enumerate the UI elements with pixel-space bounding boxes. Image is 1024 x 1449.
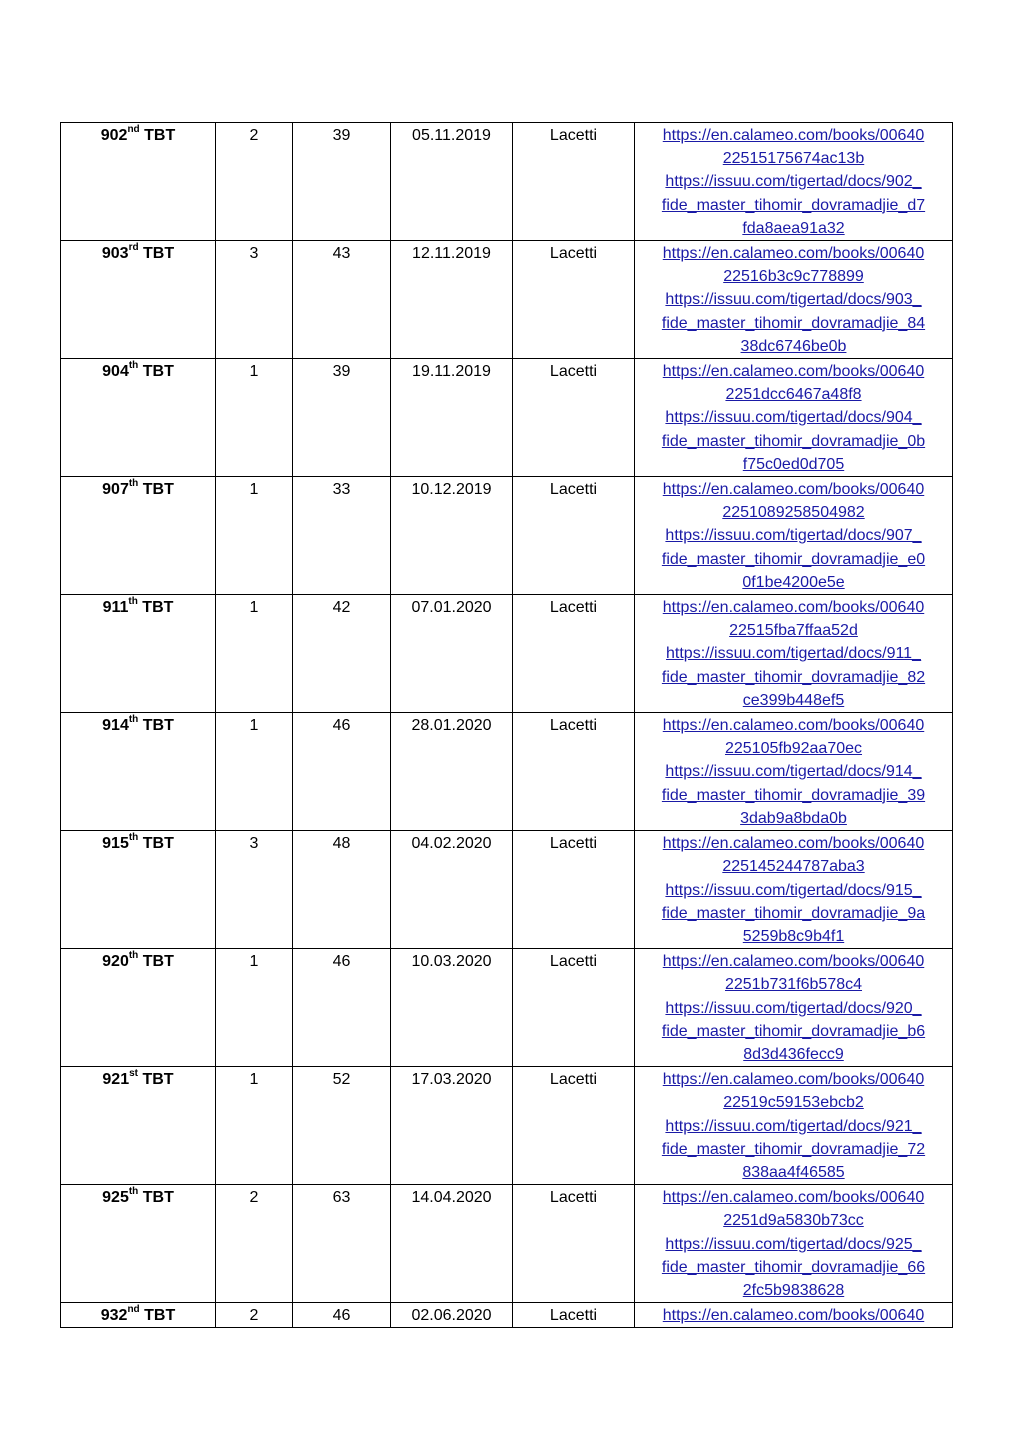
link-line[interactable]: https://en.calameo.com/books/00640 xyxy=(662,835,925,853)
links-cell xyxy=(635,123,953,241)
table-row xyxy=(61,123,953,241)
opening-cell: Lacetti xyxy=(513,1303,635,1328)
tournament-number: 915 xyxy=(102,835,129,853)
links-cell xyxy=(635,1185,953,1303)
date-cell: 02.06.2020 xyxy=(391,1303,513,1328)
ordinal-suffix: th xyxy=(128,949,139,961)
opening-cell: Lacetti xyxy=(513,477,635,595)
date-cell: 17.03.2020 xyxy=(391,1067,513,1185)
link-line[interactable]: fda8aea91a32 xyxy=(742,219,845,237)
link-line[interactable]: https://en.calameo.com/books/00640 xyxy=(662,1189,925,1207)
opening-cell: Lacetti xyxy=(513,1185,635,1303)
ordinal-suffix: th xyxy=(128,1185,139,1197)
tournament-tag: TBT xyxy=(142,1071,174,1089)
links-cell xyxy=(635,359,953,477)
link-line[interactable]: fide_master_tihomir_dovramadjie_84 xyxy=(661,314,926,332)
opening-cell: Lacetti xyxy=(513,949,635,1067)
link-line[interactable]: https://en.calameo.com/books/00640 xyxy=(662,245,925,263)
link-line[interactable]: https://en.calameo.com/books/00640 xyxy=(662,717,925,735)
link-line[interactable]: ce399b448ef5 xyxy=(742,691,845,709)
players-cell: 52 xyxy=(293,1067,391,1185)
date-cell: 19.11.2019 xyxy=(391,359,513,477)
link-line[interactable]: fide_master_tihomir_dovramadjie_39 xyxy=(661,786,926,804)
place-cell: 1 xyxy=(216,595,293,713)
players-cell: 63 xyxy=(293,1185,391,1303)
tournament-number: 904 xyxy=(102,363,129,381)
tournament-tag: TBT xyxy=(142,717,174,735)
tournament-number: 911 xyxy=(102,599,129,617)
players-cell: 46 xyxy=(293,713,391,831)
link-line[interactable]: https://issuu.com/tigertad/docs/921_ xyxy=(665,1117,922,1135)
place-cell: 1 xyxy=(216,713,293,831)
link-line[interactable]: fide_master_tihomir_dovramadjie_66 xyxy=(661,1258,926,1276)
link-line[interactable]: https://en.calameo.com/books/00640 xyxy=(662,599,925,617)
place-cell: 3 xyxy=(216,831,293,949)
date-cell: 10.12.2019 xyxy=(391,477,513,595)
place-cell: 2 xyxy=(216,123,293,241)
table-row xyxy=(61,477,953,595)
opening-cell: Lacetti xyxy=(513,595,635,713)
date-cell: 14.04.2020 xyxy=(391,1185,513,1303)
table-body xyxy=(61,123,953,1328)
ordinal-suffix: th xyxy=(128,595,138,607)
link-line[interactable]: https://en.calameo.com/books/00640 xyxy=(662,1071,925,1089)
table-row xyxy=(61,1067,953,1185)
tournament-cell xyxy=(61,713,216,831)
date-cell: 04.02.2020 xyxy=(391,831,513,949)
table-row xyxy=(61,1303,953,1328)
link-line[interactable]: https://issuu.com/tigertad/docs/903_ xyxy=(665,291,922,309)
tournament-number: 914 xyxy=(102,717,129,735)
tournament-cell xyxy=(61,359,216,477)
link-line[interactable]: https://issuu.com/tigertad/docs/902_ xyxy=(665,173,922,191)
link-line[interactable]: fide_master_tihomir_dovramadjie_e0 xyxy=(661,550,926,568)
players-cell: 48 xyxy=(293,831,391,949)
link-line[interactable]: 2fc5b9838628 xyxy=(742,1281,845,1299)
links-cell xyxy=(635,477,953,595)
link-line[interactable]: fide_master_tihomir_dovramadjie_9a xyxy=(661,904,926,922)
tournament-cell xyxy=(61,1303,216,1328)
link-line[interactable]: 2251dcc6467a48f8 xyxy=(725,386,862,404)
place-cell: 1 xyxy=(216,477,293,595)
date-cell: 07.01.2020 xyxy=(391,595,513,713)
link-line[interactable]: https://en.calameo.com/books/00640 xyxy=(662,127,925,144)
links-cell xyxy=(635,595,953,713)
link-line[interactable]: 22515175674ac13b xyxy=(722,150,865,168)
players-cell: 46 xyxy=(293,1303,391,1328)
place-cell: 1 xyxy=(216,359,293,477)
table-row xyxy=(61,949,953,1067)
players-cell: 33 xyxy=(293,477,391,595)
place-cell: 2 xyxy=(216,1303,293,1328)
links-cell xyxy=(635,713,953,831)
tournament-tag: TBT xyxy=(143,245,175,263)
link-line[interactable]: 0f1be4200e5e xyxy=(742,573,845,591)
link-line[interactable]: https://en.calameo.com/books/00640 xyxy=(662,953,925,971)
table-row xyxy=(61,595,953,713)
opening-cell: Lacetti xyxy=(513,1067,635,1185)
tournament-tag: TBT xyxy=(144,1307,176,1325)
date-cell: 05.11.2019 xyxy=(391,123,513,241)
link-line[interactable]: https://issuu.com/tigertad/docs/904_ xyxy=(665,409,922,427)
link-line[interactable]: https://issuu.com/tigertad/docs/914_ xyxy=(665,763,922,781)
ordinal-suffix: st xyxy=(129,1067,139,1079)
tournament-cell xyxy=(61,595,216,713)
tournament-cell xyxy=(61,1185,216,1303)
link-line[interactable]: 2251b731f6b578c4 xyxy=(724,976,863,994)
opening-cell: Lacetti xyxy=(513,713,635,831)
tournament-tag: TBT xyxy=(142,1189,174,1207)
link-line[interactable]: 22515fba7ffaa52d xyxy=(729,622,858,640)
table-row xyxy=(61,241,953,359)
opening-cell: Lacetti xyxy=(513,241,635,359)
links-cell xyxy=(635,831,953,949)
opening-cell: Lacetti xyxy=(513,831,635,949)
link-line[interactable]: 3dab9a8bda0b xyxy=(740,809,847,827)
link-line[interactable]: https://en.calameo.com/books/00640 xyxy=(662,363,925,381)
links-cell xyxy=(635,949,953,1067)
link-line[interactable]: 22519c59153ebcb2 xyxy=(723,1094,864,1112)
link-line[interactable]: 8d3d436fecc9 xyxy=(743,1045,844,1063)
place-cell: 1 xyxy=(216,1067,293,1185)
link-line[interactable]: https://issuu.com/tigertad/docs/911_ xyxy=(666,645,921,663)
tournament-tag: TBT xyxy=(142,363,174,381)
link-line[interactable]: https://issuu.com/tigertad/docs/925_ xyxy=(665,1235,922,1253)
link-line[interactable]: https://en.calameo.com/books/00640 xyxy=(662,1307,925,1325)
tournament-number: 902 xyxy=(100,127,128,144)
date-cell: 12.11.2019 xyxy=(391,241,513,359)
ordinal-suffix: nd xyxy=(127,123,140,135)
link-line[interactable]: f75c0ed0d705 xyxy=(742,455,845,473)
tournament-number: 920 xyxy=(102,953,129,971)
tournament-tag: TBT xyxy=(142,599,174,617)
link-line[interactable]: 225145244787aba3 xyxy=(722,858,865,876)
tournament-number: 932 xyxy=(100,1307,128,1325)
players-cell: 42 xyxy=(293,595,391,713)
table-row xyxy=(61,1185,953,1303)
link-line[interactable]: fide_master_tihomir_dovramadjie_72 xyxy=(661,1140,926,1158)
ordinal-suffix: th xyxy=(128,477,139,489)
players-cell: 43 xyxy=(293,241,391,359)
tournament-cell xyxy=(61,123,216,241)
link-line[interactable]: 5259b8c9b4f1 xyxy=(742,927,845,945)
link-line[interactable]: https://issuu.com/tigertad/docs/920_ xyxy=(665,999,922,1017)
table-row xyxy=(61,359,953,477)
link-line[interactable]: fide_master_tihomir_dovramadjie_b6 xyxy=(661,1022,926,1040)
tournament-tag: TBT xyxy=(142,835,174,853)
links-cell xyxy=(635,1303,953,1328)
ordinal-suffix: rd xyxy=(128,241,139,253)
date-cell: 10.03.2020 xyxy=(391,949,513,1067)
players-cell: 46 xyxy=(293,949,391,1067)
tournament-tag: TBT xyxy=(142,953,174,971)
ordinal-suffix: th xyxy=(128,359,139,371)
tournament-tag: TBT xyxy=(142,481,174,499)
place-cell: 1 xyxy=(216,949,293,1067)
link-line[interactable]: https://issuu.com/tigertad/docs/915_ xyxy=(665,881,922,899)
tournament-cell xyxy=(61,477,216,595)
link-line[interactable]: 38dc6746be0b xyxy=(740,337,847,355)
tournament-cell xyxy=(61,241,216,359)
tournament-number: 921 xyxy=(102,1071,130,1089)
tournament-number: 907 xyxy=(102,481,129,499)
tournament-number: 925 xyxy=(102,1189,129,1207)
link-line[interactable]: 225105fb92aa70ec xyxy=(724,740,863,758)
tournament-cell xyxy=(61,949,216,1067)
players-cell: 39 xyxy=(293,123,391,241)
tournament-table xyxy=(60,122,953,1328)
tournament-cell xyxy=(61,1067,216,1185)
ordinal-suffix: th xyxy=(128,831,139,843)
ordinal-suffix: th xyxy=(128,713,139,725)
players-cell: 39 xyxy=(293,359,391,477)
tournament-number: 903 xyxy=(101,245,129,263)
link-line[interactable]: 22516b3c9c778899 xyxy=(723,268,864,286)
table-row xyxy=(61,831,953,949)
link-line[interactable]: 2251089258504982 xyxy=(722,504,865,522)
link-line[interactable]: 2251d9a5830b73cc xyxy=(723,1212,864,1230)
table-row xyxy=(61,713,953,831)
link-line[interactable]: fide_master_tihomir_dovramadjie_82 xyxy=(661,668,926,686)
link-line[interactable]: 838aa4f46585 xyxy=(742,1163,845,1181)
ordinal-suffix: nd xyxy=(127,1303,140,1315)
place-cell: 2 xyxy=(216,1185,293,1303)
date-cell: 28.01.2020 xyxy=(391,713,513,831)
link-line[interactable]: fide_master_tihomir_dovramadjie_0b xyxy=(661,432,926,450)
links-cell xyxy=(635,1067,953,1185)
link-line[interactable]: https://en.calameo.com/books/00640 xyxy=(662,481,925,499)
link-line[interactable]: https://issuu.com/tigertad/docs/907_ xyxy=(665,527,922,545)
opening-cell: Lacetti xyxy=(513,123,635,241)
links-cell xyxy=(635,241,953,359)
tournament-cell xyxy=(61,831,216,949)
place-cell: 3 xyxy=(216,241,293,359)
tournament-tag: TBT xyxy=(144,127,176,144)
opening-cell: Lacetti xyxy=(513,359,635,477)
link-line[interactable]: fide_master_tihomir_dovramadjie_d7 xyxy=(661,196,926,214)
